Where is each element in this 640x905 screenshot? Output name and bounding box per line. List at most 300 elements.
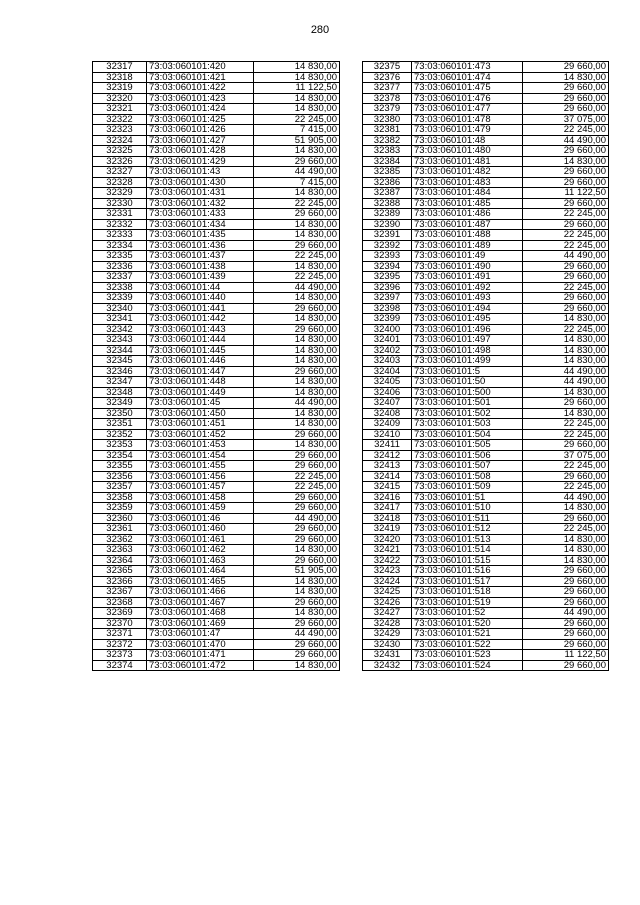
cadastral-number: 73:03:060101:494 xyxy=(412,303,523,314)
cadastral-number: 73:03:060101:498 xyxy=(412,345,523,356)
row-number: 32318 xyxy=(93,72,147,83)
cost-value: 14 830,00 xyxy=(254,72,340,83)
table-row xyxy=(363,303,609,314)
row-number: 32364 xyxy=(93,555,147,566)
row-number: 32396 xyxy=(363,282,412,293)
table-row xyxy=(93,167,340,178)
row-number: 32365 xyxy=(93,566,147,577)
row-number: 32377 xyxy=(363,83,412,94)
cost-value: 22 245,00 xyxy=(523,125,609,136)
table-row xyxy=(93,177,340,188)
cost-value: 29 660,00 xyxy=(523,177,609,188)
row-number: 32352 xyxy=(93,429,147,440)
table-row xyxy=(93,345,340,356)
table-row xyxy=(363,314,609,325)
table-row xyxy=(93,387,340,398)
cadastral-number: 73:03:060101:438 xyxy=(147,261,254,272)
cadastral-number: 73:03:060101:455 xyxy=(147,461,254,472)
row-number: 32333 xyxy=(93,230,147,241)
cadastral-number: 73:03:060101:520 xyxy=(412,618,523,629)
cost-value: 14 830,00 xyxy=(523,72,609,83)
cost-value: 29 660,00 xyxy=(523,398,609,409)
cost-value: 14 830,00 xyxy=(254,93,340,104)
cadastral-number: 73:03:060101:492 xyxy=(412,282,523,293)
register-table-left xyxy=(92,61,340,671)
row-number: 32414 xyxy=(363,471,412,482)
cost-value: 14 830,00 xyxy=(523,387,609,398)
table-row xyxy=(363,461,609,472)
table-row xyxy=(93,440,340,451)
cost-value: 44 490,00 xyxy=(254,629,340,640)
cadastral-number: 73:03:060101:505 xyxy=(412,440,523,451)
cadastral-number: 73:03:060101:51 xyxy=(412,492,523,503)
row-number: 32372 xyxy=(93,639,147,650)
table-row xyxy=(363,293,609,304)
row-number: 32350 xyxy=(93,408,147,419)
row-number: 32411 xyxy=(363,440,412,451)
table-row xyxy=(93,303,340,314)
row-number: 32410 xyxy=(363,429,412,440)
row-number: 32408 xyxy=(363,408,412,419)
cost-value: 29 660,00 xyxy=(523,576,609,587)
row-number: 32397 xyxy=(363,293,412,304)
cost-value: 14 830,00 xyxy=(523,156,609,167)
row-number: 32322 xyxy=(93,114,147,125)
cadastral-number: 73:03:060101:425 xyxy=(147,114,254,125)
cost-value: 29 660,00 xyxy=(254,555,340,566)
cadastral-number: 73:03:060101:487 xyxy=(412,219,523,230)
table-row xyxy=(363,450,609,461)
cadastral-number: 73:03:060101:446 xyxy=(147,356,254,367)
table-row xyxy=(93,513,340,524)
cost-value: 29 660,00 xyxy=(523,293,609,304)
cadastral-number: 73:03:060101:451 xyxy=(147,419,254,430)
table-row xyxy=(93,566,340,577)
cost-value: 14 830,00 xyxy=(254,408,340,419)
cost-value: 22 245,00 xyxy=(254,471,340,482)
cadastral-number: 73:03:060101:504 xyxy=(412,429,523,440)
cost-value: 29 660,00 xyxy=(523,104,609,115)
table-row xyxy=(93,660,340,671)
cost-value: 29 660,00 xyxy=(523,93,609,104)
row-number: 32340 xyxy=(93,303,147,314)
row-number: 32330 xyxy=(93,198,147,209)
cost-value: 44 490,00 xyxy=(523,135,609,146)
cadastral-number: 73:03:060101:458 xyxy=(147,492,254,503)
cadastral-number: 73:03:060101:517 xyxy=(412,576,523,587)
table-row xyxy=(363,492,609,503)
row-number: 32383 xyxy=(363,146,412,157)
cadastral-number: 73:03:060101:429 xyxy=(147,156,254,167)
row-number: 32339 xyxy=(93,293,147,304)
cadastral-number: 73:03:060101:500 xyxy=(412,387,523,398)
cadastral-number: 73:03:060101:443 xyxy=(147,324,254,335)
cost-value: 14 830,00 xyxy=(254,377,340,388)
row-number: 32405 xyxy=(363,377,412,388)
cadastral-number: 73:03:060101:49 xyxy=(412,251,523,262)
cost-value: 22 245,00 xyxy=(254,482,340,493)
table-row xyxy=(93,639,340,650)
row-number: 32317 xyxy=(93,62,147,73)
table-row xyxy=(93,555,340,566)
table-row xyxy=(363,377,609,388)
cadastral-number: 73:03:060101:509 xyxy=(412,482,523,493)
row-number: 32336 xyxy=(93,261,147,272)
row-number: 32420 xyxy=(363,534,412,545)
cadastral-number: 73:03:060101:424 xyxy=(147,104,254,115)
cadastral-number: 73:03:060101:514 xyxy=(412,545,523,556)
table-row xyxy=(363,524,609,535)
row-number: 32338 xyxy=(93,282,147,293)
row-number: 32401 xyxy=(363,335,412,346)
cost-value: 29 660,00 xyxy=(254,324,340,335)
cadastral-number: 73:03:060101:518 xyxy=(412,587,523,598)
row-number: 32344 xyxy=(93,345,147,356)
row-number: 32428 xyxy=(363,618,412,629)
cadastral-number: 73:03:060101:516 xyxy=(412,566,523,577)
row-number: 32373 xyxy=(93,650,147,661)
cadastral-number: 73:03:060101:475 xyxy=(412,83,523,94)
cost-value: 14 830,00 xyxy=(254,356,340,367)
cost-value: 29 660,00 xyxy=(254,303,340,314)
cadastral-number: 73:03:060101:48 xyxy=(412,135,523,146)
cadastral-number: 73:03:060101:496 xyxy=(412,324,523,335)
cadastral-number: 73:03:060101:484 xyxy=(412,188,523,199)
cadastral-number: 73:03:060101:439 xyxy=(147,272,254,283)
cadastral-number: 73:03:060101:44 xyxy=(147,282,254,293)
cadastral-number: 73:03:060101:468 xyxy=(147,608,254,619)
cost-value: 29 660,00 xyxy=(254,639,340,650)
cost-value: 14 830,00 xyxy=(523,545,609,556)
cadastral-number: 73:03:060101:474 xyxy=(412,72,523,83)
table-row xyxy=(93,503,340,514)
cadastral-number: 73:03:060101:436 xyxy=(147,240,254,251)
table-row xyxy=(93,576,340,587)
table-row xyxy=(93,450,340,461)
table-row xyxy=(93,293,340,304)
cost-value: 29 660,00 xyxy=(523,272,609,283)
table-row xyxy=(93,209,340,220)
table-row xyxy=(363,83,609,94)
cadastral-number: 73:03:060101:433 xyxy=(147,209,254,220)
cadastral-number: 73:03:060101:503 xyxy=(412,419,523,430)
table-row xyxy=(363,356,609,367)
cadastral-number: 73:03:060101:46 xyxy=(147,513,254,524)
cost-value: 14 830,00 xyxy=(254,188,340,199)
table-row xyxy=(363,618,609,629)
table-row xyxy=(363,324,609,335)
cadastral-number: 73:03:060101:430 xyxy=(147,177,254,188)
cost-value: 44 490,00 xyxy=(254,398,340,409)
cost-value: 29 660,00 xyxy=(254,650,340,661)
table-row xyxy=(363,167,609,178)
row-number: 32399 xyxy=(363,314,412,325)
cadastral-number: 73:03:060101:450 xyxy=(147,408,254,419)
row-number: 32418 xyxy=(363,513,412,524)
row-number: 32422 xyxy=(363,555,412,566)
cost-value: 44 490,00 xyxy=(523,377,609,388)
row-number: 32345 xyxy=(93,356,147,367)
cost-value: 29 660,00 xyxy=(523,660,609,671)
table-row xyxy=(93,618,340,629)
row-number: 32376 xyxy=(363,72,412,83)
row-number: 32353 xyxy=(93,440,147,451)
table-row xyxy=(363,429,609,440)
cadastral-number: 73:03:060101:495 xyxy=(412,314,523,325)
row-number: 32343 xyxy=(93,335,147,346)
cost-value: 22 245,00 xyxy=(254,251,340,262)
row-number: 32421 xyxy=(363,545,412,556)
cadastral-number: 73:03:060101:423 xyxy=(147,93,254,104)
table-row xyxy=(363,629,609,640)
row-number: 32391 xyxy=(363,230,412,241)
cost-value: 44 490,00 xyxy=(523,366,609,377)
cost-value: 14 830,00 xyxy=(523,345,609,356)
table-row xyxy=(93,240,340,251)
cadastral-number: 73:03:060101:502 xyxy=(412,408,523,419)
cost-value: 22 245,00 xyxy=(254,114,340,125)
row-number: 32413 xyxy=(363,461,412,472)
table-row xyxy=(363,345,609,356)
cadastral-number: 73:03:060101:501 xyxy=(412,398,523,409)
cost-value: 37 075,00 xyxy=(523,114,609,125)
cadastral-number: 73:03:060101:513 xyxy=(412,534,523,545)
table-row xyxy=(363,398,609,409)
table-row xyxy=(93,146,340,157)
cadastral-number: 73:03:060101:519 xyxy=(412,597,523,608)
cadastral-number: 73:03:060101:488 xyxy=(412,230,523,241)
table-row xyxy=(363,282,609,293)
cost-value: 14 830,00 xyxy=(254,230,340,241)
row-number: 32403 xyxy=(363,356,412,367)
cost-value: 7 415,00 xyxy=(254,177,340,188)
cost-value: 51 905,00 xyxy=(254,566,340,577)
cost-value: 22 245,00 xyxy=(523,429,609,440)
row-number: 32409 xyxy=(363,419,412,430)
cost-value: 22 245,00 xyxy=(523,209,609,220)
row-number: 32349 xyxy=(93,398,147,409)
cadastral-number: 73:03:060101:431 xyxy=(147,188,254,199)
cadastral-number: 73:03:060101:508 xyxy=(412,471,523,482)
row-number: 32407 xyxy=(363,398,412,409)
cost-value: 29 660,00 xyxy=(254,209,340,220)
cost-value: 44 490,00 xyxy=(254,167,340,178)
cost-value: 29 660,00 xyxy=(254,618,340,629)
cadastral-number: 73:03:060101:469 xyxy=(147,618,254,629)
cost-value: 44 490,00 xyxy=(523,492,609,503)
row-number: 32321 xyxy=(93,104,147,115)
cadastral-number: 73:03:060101:480 xyxy=(412,146,523,157)
cadastral-number: 73:03:060101:497 xyxy=(412,335,523,346)
row-number: 32379 xyxy=(363,104,412,115)
cadastral-number: 73:03:060101:427 xyxy=(147,135,254,146)
row-number: 32426 xyxy=(363,597,412,608)
cost-value: 29 660,00 xyxy=(523,62,609,73)
row-number: 32369 xyxy=(93,608,147,619)
table-row xyxy=(93,125,340,136)
row-number: 32416 xyxy=(363,492,412,503)
cadastral-number: 73:03:060101:491 xyxy=(412,272,523,283)
table-row xyxy=(363,419,609,430)
row-number: 32359 xyxy=(93,503,147,514)
row-number: 32334 xyxy=(93,240,147,251)
row-number: 32331 xyxy=(93,209,147,220)
row-number: 32404 xyxy=(363,366,412,377)
register-table-right xyxy=(362,61,609,671)
cost-value: 22 245,00 xyxy=(254,272,340,283)
table-row xyxy=(93,62,340,73)
cost-value: 22 245,00 xyxy=(523,324,609,335)
cadastral-number: 73:03:060101:499 xyxy=(412,356,523,367)
cost-value: 11 122,50 xyxy=(254,83,340,94)
cost-value: 29 660,00 xyxy=(523,440,609,451)
cost-value: 29 660,00 xyxy=(523,597,609,608)
row-number: 32348 xyxy=(93,387,147,398)
table-row xyxy=(363,650,609,661)
row-number: 32332 xyxy=(93,219,147,230)
cadastral-number: 73:03:060101:434 xyxy=(147,219,254,230)
table-row xyxy=(363,660,609,671)
table-row xyxy=(93,261,340,272)
cost-value: 14 830,00 xyxy=(254,587,340,598)
table-row xyxy=(93,93,340,104)
row-number: 32370 xyxy=(93,618,147,629)
cadastral-number: 73:03:060101:426 xyxy=(147,125,254,136)
cost-value: 51 905,00 xyxy=(254,135,340,146)
row-number: 32400 xyxy=(363,324,412,335)
row-number: 32360 xyxy=(93,513,147,524)
table-row xyxy=(363,482,609,493)
table-row xyxy=(363,177,609,188)
table-row xyxy=(363,104,609,115)
cadastral-number: 73:03:060101:447 xyxy=(147,366,254,377)
table-row xyxy=(363,135,609,146)
table-row xyxy=(363,188,609,199)
cost-value: 14 830,00 xyxy=(254,62,340,73)
table-row xyxy=(93,230,340,241)
table-row xyxy=(363,555,609,566)
cadastral-number: 73:03:060101:47 xyxy=(147,629,254,640)
cost-value: 29 660,00 xyxy=(523,219,609,230)
row-number: 32355 xyxy=(93,461,147,472)
table-row xyxy=(363,503,609,514)
cost-value: 14 830,00 xyxy=(254,146,340,157)
table-row xyxy=(363,93,609,104)
cadastral-number: 73:03:060101:428 xyxy=(147,146,254,157)
cost-value: 22 245,00 xyxy=(254,198,340,209)
cost-value: 22 245,00 xyxy=(523,482,609,493)
row-number: 32380 xyxy=(363,114,412,125)
row-number: 32419 xyxy=(363,524,412,535)
cost-value: 14 830,00 xyxy=(254,219,340,230)
table-row xyxy=(93,461,340,472)
row-number: 32335 xyxy=(93,251,147,262)
cadastral-number: 73:03:060101:460 xyxy=(147,524,254,535)
row-number: 32425 xyxy=(363,587,412,598)
table-row xyxy=(363,471,609,482)
row-number: 32378 xyxy=(363,93,412,104)
table-row xyxy=(93,471,340,482)
cadastral-number: 73:03:060101:511 xyxy=(412,513,523,524)
cost-value: 29 660,00 xyxy=(254,461,340,472)
cost-value: 44 490,00 xyxy=(523,251,609,262)
table-row xyxy=(363,335,609,346)
row-number: 32381 xyxy=(363,125,412,136)
cost-value: 29 660,00 xyxy=(254,450,340,461)
cadastral-number: 73:03:060101:481 xyxy=(412,156,523,167)
cadastral-number: 73:03:060101:472 xyxy=(147,660,254,671)
row-number: 32367 xyxy=(93,587,147,598)
cadastral-number: 73:03:060101:464 xyxy=(147,566,254,577)
row-number: 32329 xyxy=(93,188,147,199)
cost-value: 14 830,00 xyxy=(523,534,609,545)
cost-value: 29 660,00 xyxy=(523,198,609,209)
cost-value: 29 660,00 xyxy=(254,503,340,514)
table-row xyxy=(363,608,609,619)
row-number: 32374 xyxy=(93,660,147,671)
table-row xyxy=(93,492,340,503)
cadastral-number: 73:03:060101:476 xyxy=(412,93,523,104)
table-row xyxy=(93,408,340,419)
table-row xyxy=(93,104,340,115)
row-number: 32320 xyxy=(93,93,147,104)
table-row xyxy=(363,219,609,230)
table-row xyxy=(363,566,609,577)
cadastral-number: 73:03:060101:453 xyxy=(147,440,254,451)
cadastral-number: 73:03:060101:422 xyxy=(147,83,254,94)
row-number: 32424 xyxy=(363,576,412,587)
cost-value: 29 660,00 xyxy=(523,146,609,157)
row-number: 32375 xyxy=(363,62,412,73)
cost-value: 14 830,00 xyxy=(254,314,340,325)
cadastral-number: 73:03:060101:459 xyxy=(147,503,254,514)
row-number: 32385 xyxy=(363,167,412,178)
cadastral-number: 73:03:060101:510 xyxy=(412,503,523,514)
cost-value: 22 245,00 xyxy=(523,282,609,293)
row-number: 32351 xyxy=(93,419,147,430)
table-row xyxy=(363,639,609,650)
table-row xyxy=(363,72,609,83)
cost-value: 14 830,00 xyxy=(254,545,340,556)
cadastral-number: 73:03:060101:449 xyxy=(147,387,254,398)
table-row xyxy=(363,272,609,283)
row-number: 32342 xyxy=(93,324,147,335)
cost-value: 14 830,00 xyxy=(523,408,609,419)
cadastral-number: 73:03:060101:479 xyxy=(412,125,523,136)
table-row xyxy=(363,534,609,545)
row-number: 32361 xyxy=(93,524,147,535)
row-number: 32427 xyxy=(363,608,412,619)
cost-value: 11 122,50 xyxy=(523,650,609,661)
cost-value: 29 660,00 xyxy=(523,629,609,640)
cost-value: 29 660,00 xyxy=(523,587,609,598)
cost-value: 14 830,00 xyxy=(254,345,340,356)
cadastral-number: 73:03:060101:506 xyxy=(412,450,523,461)
row-number: 32412 xyxy=(363,450,412,461)
cadastral-number: 73:03:060101:50 xyxy=(412,377,523,388)
cost-value: 29 660,00 xyxy=(523,639,609,650)
table-row xyxy=(93,114,340,125)
cadastral-number: 73:03:060101:448 xyxy=(147,377,254,388)
row-number: 32328 xyxy=(93,177,147,188)
row-number: 32371 xyxy=(93,629,147,640)
row-number: 32354 xyxy=(93,450,147,461)
table-row xyxy=(93,597,340,608)
cost-value: 14 830,00 xyxy=(254,335,340,346)
row-number: 32402 xyxy=(363,345,412,356)
cadastral-number: 73:03:060101:521 xyxy=(412,629,523,640)
cadastral-number: 73:03:060101:489 xyxy=(412,240,523,251)
